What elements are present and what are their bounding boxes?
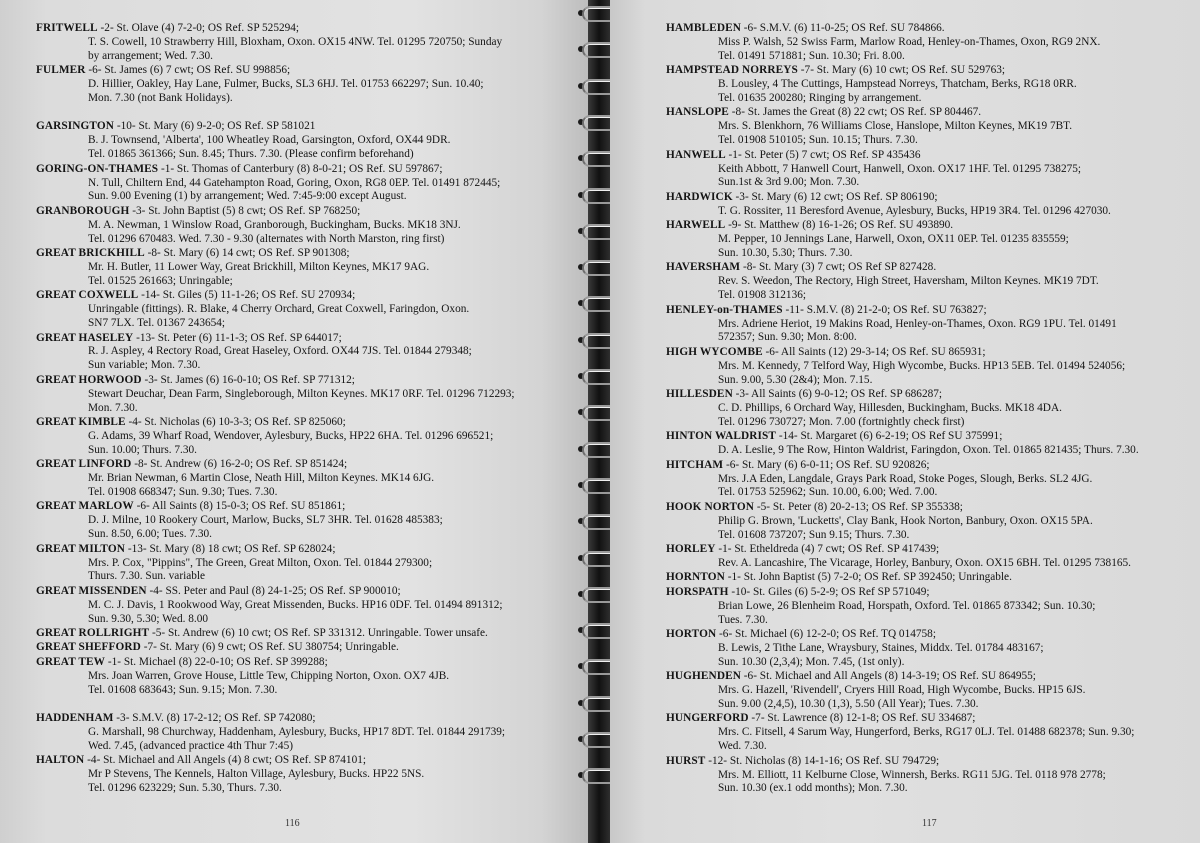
entry-heading-line xyxy=(36,754,584,768)
tower-detail: -3- St. John Baptist (5) 8 cwt; OS Ref. SP 768250; xyxy=(132,204,361,217)
tower-name: GREAT BRICKHILL xyxy=(36,247,145,260)
tower-entry xyxy=(36,120,584,162)
contact-line: Unringable (fittings). R. Blake, 4 Cherry Orchard, Great Coxwell, Faringdon, Oxon. xyxy=(88,303,470,316)
contact-line: R. J. Aspley, 4 Rectory Road, Great Haseley, Oxford. OX44 7JS. Tel. 01844 279348; xyxy=(88,345,472,358)
contact-line: Mrs. M. Kennedy, 7 Telford Way, High Wycombe, Bucks. HP13 5EB. Tel. 01494 524056; xyxy=(718,359,1126,372)
tower-detail: -1- St. Etheldreda (4) 7 cwt; OS Ref. SP 417439; xyxy=(718,543,940,556)
tower-name: HILLESDEN xyxy=(666,388,733,401)
tower-entry xyxy=(666,712,1196,754)
contact-line: Mrs. S. Blenkhorn, 76 Williams Close, Hanslope, Milton Keynes, MK19 7BT. xyxy=(718,120,1073,133)
tower-name: HORLEY xyxy=(666,543,716,556)
contact-line: Sun. 10.30 (2,3,4); Mon. 7.45, (1st only). xyxy=(718,655,905,668)
entry-heading-line xyxy=(666,543,1196,557)
contact-line: C. D. Phillips, 6 Orchard Way, Hillesden, Buckingham, Bucks. MK18 4DA. xyxy=(718,401,1062,414)
tower-name: HANWELL xyxy=(666,148,726,161)
tower-name: HARWELL xyxy=(666,219,726,232)
tower-name: HUNGERFORD xyxy=(666,712,749,725)
tower-detail: -9- St. Matthew (8) 16-1-26; OS Ref. SU 493890. xyxy=(728,219,954,232)
tower-detail: -13- St. Peter (6) 11-1-3; OS Ref. SP 644017; xyxy=(136,331,342,344)
tower-entry xyxy=(36,543,584,585)
contact-line: D. A. Leslie, 9 The Row, Hinton Waldrist, Faringdon, Oxon. Tel. 01865 821435; Thurs. 7.30. xyxy=(718,444,1139,457)
tower-entry xyxy=(666,304,1196,346)
tower-name: HENLEY-on-THAMES xyxy=(666,303,783,316)
contact-line: Mrs. M. Elliott, 11 Kelburne Close, Winnersh, Berks. RG11 5JG. Tel. 0118 978 2778; xyxy=(718,768,1106,781)
tower-name: GREAT SHEFFORD xyxy=(36,641,141,654)
left-page-number: 116 xyxy=(285,818,300,829)
tower-name: GREAT TEW xyxy=(36,655,106,668)
contact-line: Mrs. P. Cox, "Pippins", The Green, Great Milton, Oxon. Tel. 01844 279300; xyxy=(88,556,433,569)
entry-heading-line xyxy=(666,64,1196,78)
tower-name: GREAT LINFORD xyxy=(36,458,132,471)
contact-line: Sun variable; Mon. 7.30. xyxy=(88,359,201,372)
contact-line: Sun. 10.00; Thurs. 7.30. xyxy=(88,443,198,456)
tower-entry xyxy=(36,712,584,754)
tower-name: GREAT MILTON xyxy=(36,542,125,555)
tower-entry xyxy=(36,64,584,106)
contact-line: B. Lousley, 4 The Cuttings, Hampstead Norreys, Thatcham, Berks, RG18 0RR. xyxy=(718,78,1077,91)
tower-detail: -8- St. Mary (3) 7 cwt; OS Ref SP 827428. xyxy=(742,261,937,274)
tower-detail: -6- St. Michael and All Angels (8) 14-3-19; OS Ref. SU 864955; xyxy=(743,670,1036,683)
contact-line: Mrs. C. Fitsell, 4 Sarum Way, Hungerford, Berks, RG17 0LJ. Tel. 01488 682378; Sun. 9.30; xyxy=(718,726,1135,739)
entry-heading-line xyxy=(666,712,1196,726)
tower-name: HALTON xyxy=(36,754,85,767)
entry-heading-line xyxy=(36,247,584,261)
tower-name: GREAT MARLOW xyxy=(36,500,134,513)
tower-name: HORTON xyxy=(666,627,717,640)
tower-detail: -6- All Saints (8) 15-0-3; OS Ref. SU 851861; xyxy=(136,500,346,513)
contact-line: Tues. 7.30. xyxy=(718,613,768,626)
contact-line: Tel. 01525 261663; Unringable; xyxy=(88,274,233,287)
tower-detail: -7- St. Mary (6) 9 cwt; OS Ref. SU 380754; Unringable. xyxy=(143,641,399,654)
tower-detail: -4- St. Michael and All Angels (4) 8 cwt; OS Ref. SP 874101; xyxy=(87,754,367,767)
right-page xyxy=(610,0,1200,843)
entry-heading-line xyxy=(36,585,584,599)
contact-line: Wed. 7.30. xyxy=(718,740,767,753)
tower-name: GREAT HORWOOD xyxy=(36,373,142,386)
entry-heading-line xyxy=(666,149,1196,163)
tower-entry xyxy=(36,641,584,655)
tower-name: GRANBOROUGH xyxy=(36,204,130,217)
tower-name: HADDENHAM xyxy=(36,712,114,725)
contact-line: Tel. 01491 571881; Sun. 10.30; Fri. 8.00. xyxy=(718,49,905,62)
entry-heading-line xyxy=(36,22,584,36)
tower-entry xyxy=(36,627,584,641)
contact-line: N. Tull, Chiltern End, 44 Gatehampton Road, Goring, Oxon, RG8 0EP. Tel. 01491 872445; xyxy=(88,176,501,189)
contact-line: 572357; Sun. 9.30; Mon. 8:00. xyxy=(718,331,857,344)
entry-heading-line xyxy=(666,261,1196,275)
left-page xyxy=(0,0,588,843)
contact-line: Mrs. Joan Warren, Grove House, Little Tew, Chipping Norton, Oxon. OX7 4JB. xyxy=(88,669,450,682)
tower-entry xyxy=(36,458,584,500)
tower-detail: -6- St. Michael (6) 12-2-0; OS Ref. TQ 014758; xyxy=(719,627,936,640)
entry-heading-line xyxy=(666,755,1196,769)
tower-entry xyxy=(666,670,1196,712)
entry-heading-line xyxy=(666,430,1196,444)
contact-line: Tel. 01608 683643; Sun. 9.15; Mon. 7.30. xyxy=(88,683,278,696)
tower-name: HORSPATH xyxy=(666,585,729,598)
tower-entry xyxy=(666,388,1196,430)
tower-name: HINTON WALDRIST xyxy=(666,430,777,443)
entry-heading-line xyxy=(36,543,584,557)
contact-line: Sun. 9.00 Evening (1) by arrangement; Wed. 7:45-9:00 except August. xyxy=(88,190,407,203)
contact-line: Mr P Stevens, The Kennels, Halton Village, Aylesbury, Bucks. HP22 5NS. xyxy=(88,768,425,781)
entry-heading-line xyxy=(36,374,584,388)
tower-entry xyxy=(666,543,1196,571)
tower-entry xyxy=(36,374,584,416)
entry-heading-line xyxy=(36,163,584,177)
entry-heading-line xyxy=(36,458,584,472)
tower-name: HIGH WYCOMBE xyxy=(666,345,763,358)
tower-detail: -3- All Saints (6) 9-0-12; OS Ref. SP 686287; xyxy=(735,388,943,401)
entry-heading-line xyxy=(36,120,584,134)
contact-line: Tel. 01753 525962; Sun. 10.00, 6.00; Wed. 7.00. xyxy=(718,486,938,499)
contact-line: M. A. Newman, 1 Winslow Road, Granborough, Buckingham, Bucks. MK18 3NJ. xyxy=(88,218,461,231)
contact-line: SN7 7LX. Tel. 01367 243654; xyxy=(88,317,226,330)
contact-line: D. Hillier, Oakley, Hay Lane, Fulmer, Bucks, SL3 6HJ. Tel. 01753 662297; Sun. 10.40; xyxy=(88,78,484,91)
contact-line: Tel. 01635 200280; Ringing by arrangement. xyxy=(718,92,922,105)
entry-heading-line xyxy=(666,191,1196,205)
tower-entry xyxy=(36,289,584,331)
entry-heading-line xyxy=(666,219,1196,233)
tower-entry xyxy=(666,191,1196,219)
tower-entry xyxy=(36,500,584,542)
contact-line: Sun. 9.30, 5.30; Wed. 8.00 xyxy=(88,612,209,625)
contact-line: Tel. 01908 510105; Sun. 10.15; Thurs. 7.30. xyxy=(718,134,918,147)
contact-line: Tel. 01608 737207; Sun 9.15; Thurs. 7.30. xyxy=(718,528,910,541)
tower-entry xyxy=(36,163,584,205)
contact-line: Sun. 9.00 (2,4,5), 10.30 (1,3), 5.50 (All Year); Tues. 7.30. xyxy=(718,698,979,710)
tower-name: GREAT HASELEY xyxy=(36,331,134,344)
contact-line: Keith Abbott, 7 Hanwell Court, Hanwell, Oxon. OX17 1HF. Tel. 01295 738275; xyxy=(718,162,1082,175)
tower-detail: -1- St. Michael (8) 22-0-10; OS Ref. SP 399288; xyxy=(107,655,328,668)
tower-detail: -6- All Saints (12) 29-3-14; OS Ref. SU 865931; xyxy=(765,345,986,358)
entry-heading-line xyxy=(666,304,1196,318)
tower-detail: -4- SS. Peter and Paul (8) 24-1-25; OS Ref. SP 900010; xyxy=(149,584,401,597)
tower-entry xyxy=(36,332,584,374)
tower-name: HOOK NORTON xyxy=(666,500,755,513)
entry-heading-line xyxy=(36,64,584,78)
contact-line: Sun. 10.30 (ex.1 odd months); Mon. 7.30. xyxy=(718,782,908,795)
tower-entry xyxy=(666,628,1196,670)
contact-line: Miss P. Walsh, 52 Swiss Farm, Marlow Road, Henley-on-Thames, Oxon, RG9 2NX. xyxy=(718,35,1101,48)
contact-line: Mr. H. Butler, 11 Lower Way, Great Brickhill, Milton Keynes, MK17 9AG. xyxy=(88,261,430,273)
tower-entry xyxy=(666,459,1196,501)
tower-name: GORING-ON-THAMES xyxy=(36,162,159,175)
tower-entry xyxy=(36,754,584,796)
entry-heading-line xyxy=(36,641,584,655)
tower-name: GREAT KIMBLE xyxy=(36,415,126,428)
entry-heading-line xyxy=(36,712,584,726)
entry-heading-line xyxy=(666,628,1196,642)
contact-line: Mrs. G. Hazell, 'Rivendell', Cryers Hill Road, High Wycombe, Bucks. HP15 6JS. xyxy=(718,684,1086,697)
tower-entry xyxy=(36,22,584,64)
entry-heading-line xyxy=(36,332,584,346)
contact-line: Mr. Brian Newman, 6 Martin Close, Neath Hill, Milton Keynes. MK14 6JG. xyxy=(88,472,435,485)
tower-entry xyxy=(666,586,1196,628)
contact-line: M. C. J. Davis, 1 Rookwood Way, Great Missenden, Bucks. HP16 0DF. Tel. 01494 891312; xyxy=(88,598,503,611)
contact-line: B. Lewis, 2 Tithe Lane, Wraysbury, Staines, Middx. Tel. 01784 483167; xyxy=(718,641,1044,654)
contact-line: Brian Lowe, 26 Blenheim Road, Horspath, Oxford. Tel. 01865 873342; Sun. 10.30; xyxy=(718,599,1096,612)
entry-heading-line xyxy=(666,106,1196,120)
contact-line: G. Adams, 39 Wharf Road, Wendover, Aylesbury, Bucks, HP22 6HA. Tel. 01296 696521; xyxy=(88,429,494,442)
tower-detail: -5- St. Andrew (6) 10 cwt; OS Ref. SP 331312. Unringable. Tower unsafe. xyxy=(151,627,488,640)
contact-line: Tel. 01908 312136; xyxy=(718,289,807,302)
contact-line: T. G. Rossiter, 11 Beresford Avenue, Aylesbury, Bucks, HP19 3R4. Tel. 01296 427030. xyxy=(718,204,1111,217)
tower-entry xyxy=(666,22,1196,64)
contact-line: Mon. 7.30 (not Bank Holidays). xyxy=(88,92,233,105)
tower-detail: -8- St. Mary (6) 14 cwt; OS Ref. SP 901308; xyxy=(147,247,350,260)
entry-heading-line xyxy=(36,627,584,641)
tower-detail: -8- St. James the Great (8) 22 cwt; OS Ref. SP 804467. xyxy=(731,106,982,119)
tower-detail: -14- St. Margaret (6) 6-2-19; OS Ref SU 375991; xyxy=(778,430,1003,443)
tower-detail: -8- St. Andrew (6) 16-2-0; OS Ref. SP 851424; xyxy=(134,458,348,471)
tower-detail: -7- St. Mary (6) 10 cwt; OS Ref. SU 529763; xyxy=(800,64,1006,77)
tower-detail: -2- St. Olave (4) 7-2-0; OS Ref. SP 525294; xyxy=(100,22,300,34)
contact-line: Sun. 10.30, 5.30; Thurs. 7.30. xyxy=(718,247,853,259)
tower-entry xyxy=(666,430,1196,458)
tower-entry xyxy=(36,585,584,627)
entry-heading-line xyxy=(666,670,1196,684)
tower-entry xyxy=(36,205,584,247)
tower-name: HAVERSHAM xyxy=(666,261,741,274)
tower-name: HUGHENDEN xyxy=(666,670,741,683)
tower-detail: -11- S.M.V. (8) 21-2-0; OS Ref. SU 763827; xyxy=(785,303,987,316)
tower-entry xyxy=(36,247,584,289)
tower-detail: -3- St. Mary (6) 12 cwt; OS Ref. SP 806190; xyxy=(735,190,938,203)
tower-detail: -3- St. James (6) 16-0-10; OS Ref. SP 771312; xyxy=(144,373,355,386)
tower-detail: -1- St. Thomas of Canterbury (8) 8-0-21; OS Ref. SU 597867; xyxy=(160,162,443,175)
tower-detail: -10- St. Mary (6) 9-2-0; OS Ref. SP 581021 xyxy=(116,120,316,133)
contact-line: by arrangement; Wed. 7.30. xyxy=(88,49,213,62)
tower-detail: -12- St. Nicholas (8) 14-1-16; OS Ref. SU 794729; xyxy=(708,754,940,767)
entry-heading-line xyxy=(666,501,1196,515)
contact-line: Mrs. Adriene Heriot, 19 Makins Road, Henley-on-Thames, Oxon. RG9 1PU. Tel. 01491 xyxy=(718,317,1117,330)
contact-line: Mrs. J.A Eden, Langdale, Grays Park Road, Stoke Poges, Slough, Berks. SL2 4JG. xyxy=(718,472,1093,485)
tower-detail: -6- St. Mary (6) 6-0-11; OS Ref. SU 920826; xyxy=(726,458,930,471)
tower-name: HARDWICK xyxy=(666,190,733,203)
contact-line: Thurs. 7.30. Sun. variable xyxy=(88,570,206,583)
tower-detail: -1- St. Peter (5) 7 cwt; OS Ref. SP 435436 xyxy=(728,148,921,161)
entry-heading-line xyxy=(666,459,1196,473)
tower-detail: -4- St. Nicholas (6) 10-3-3; OS Ref. SP 825060; xyxy=(128,415,346,428)
tower-name: HANSLOPE xyxy=(666,106,729,119)
contact-line: Mon. 7.30. xyxy=(88,401,138,414)
entry-heading-line xyxy=(36,500,584,514)
right-entries-list xyxy=(666,22,1196,797)
contact-line: Sun. 9.00, 5.30 (2&4); Mon. 7.15. xyxy=(718,373,873,386)
contact-line: D. J. Milne, 10 Rookery Court, Marlow, Bucks, SL7 3HR. Tel. 01628 485383; xyxy=(88,514,443,527)
right-page-number: 117 xyxy=(922,818,937,829)
tower-detail: -14- St. Giles (5) 11-1-26; OS Ref. SU 270934; xyxy=(141,289,356,302)
tower-entry xyxy=(666,346,1196,388)
tower-name: FULMER xyxy=(36,64,86,77)
contact-line: Rev. A. Lancashire, The Vicarage, Horley, Banbury, Oxon. OX15 6BH. Tel. 01295 738165. xyxy=(718,556,1131,569)
tower-detail: -6- St. James (6) 7 cwt; OS Ref. SU 998856; xyxy=(88,64,291,77)
tower-name: HORNTON xyxy=(666,571,725,584)
contact-line: B. J. Townsend, 'Alberta', 100 Wheatley Road, Garsington, Oxford, OX44 9DR. xyxy=(88,134,451,147)
entry-heading-line xyxy=(666,571,1196,585)
entry-heading-line xyxy=(36,656,584,670)
tower-entry xyxy=(666,64,1196,106)
contact-line: Rev. S. Weedon, The Rectory, High Street, Haversham, Milton Keynes. MK19 7DT. xyxy=(718,275,1099,288)
contact-line: Tel. 01296 623229; Sun. 5.30, Thurs. 7.30. xyxy=(88,782,282,795)
left-entries-list xyxy=(36,22,584,797)
tower-name: HURST xyxy=(666,754,706,767)
contact-line: M. Pepper, 10 Jennings Lane, Harwell, Oxon, OX11 0EP. Tel. 01235 835559; xyxy=(718,233,1069,246)
tower-name: HITCHAM xyxy=(666,458,724,471)
tower-detail: -10- St. Giles (6) 5-2-9; OS Ref SP 571049; xyxy=(731,585,930,598)
entry-heading-line xyxy=(36,416,584,430)
contact-line: Tel. 01296 730727; Mon. 7.00 (fortnightly check first) xyxy=(718,415,965,428)
entry-heading-line xyxy=(666,346,1196,360)
tower-entry xyxy=(666,261,1196,303)
tower-name: GREAT ROLLRIGHT xyxy=(36,627,150,640)
contact-line: Philip G. Brown, 'Lucketts', Clay Bank, Hook Norton, Banbury, Oxon. OX15 5PA. xyxy=(718,514,1093,527)
tower-detail: -3- S.M.V. (8) 17-2-12; OS Ref. SP 742080; xyxy=(116,712,316,725)
section-gap xyxy=(36,106,584,120)
entry-heading-line xyxy=(36,205,584,219)
tower-entry xyxy=(666,571,1196,585)
tower-name: FRITWELL xyxy=(36,22,98,34)
tower-detail: -5- St. Peter (8) 20-2-13; OS Ref. SP 355338; xyxy=(756,500,963,513)
tower-name: GREAT COXWELL xyxy=(36,289,139,302)
tower-name: HAMPSTEAD NORREYS xyxy=(666,64,798,77)
tower-detail: -7- St. Lawrence (8) 12-1-8; OS Ref. SU 334687; xyxy=(751,712,976,725)
tower-detail: -6- S.M.V. (6) 11-0-25; OS Ref. SU 784866. xyxy=(743,22,945,34)
tower-entry xyxy=(666,149,1196,191)
tower-detail: -13- St. Mary (8) 18 cwt; OS Ref. SP 628024; xyxy=(127,542,336,555)
entry-heading-line xyxy=(666,22,1196,36)
tower-name: GARSINGTON xyxy=(36,120,115,133)
tower-entry xyxy=(666,755,1196,797)
contact-line: Sun.1st & 3rd 9.00; Mon. 7.30. xyxy=(718,176,860,189)
contact-line: Stewart Deuchar, Dean Farm, Singleborough, Milton Keynes. MK17 0RF. Tel. 01296 712293; xyxy=(88,387,515,400)
section-gap xyxy=(36,698,584,712)
contact-line: Sun. 8.50, 6.00; Tues. 7.30. xyxy=(88,528,212,541)
tower-entry xyxy=(36,416,584,458)
entry-heading-line xyxy=(36,289,584,303)
tower-name: GREAT MISSENDEN xyxy=(36,584,147,597)
contact-line: Tel. 01296 670483. Wed. 7.30 - 9.30 (alternates with North Marston, ring first) xyxy=(88,232,445,245)
entry-heading-line xyxy=(666,388,1196,402)
tower-detail: -1- St. John Baptist (5) 7-2-0; OS Ref. SP 392450; Unringable. xyxy=(727,571,1012,584)
contact-line: G. Marshall, 98 Churchway, Haddenham, Aylesbury, Bucks, HP17 8DT. Tel. 01844 291739; xyxy=(88,726,506,738)
tower-entry xyxy=(666,106,1196,148)
tower-entry xyxy=(666,501,1196,543)
tower-entry xyxy=(36,656,584,698)
contact-line: Tel. 01908 668347; Sun. 9.30; Tues. 7.30. xyxy=(88,486,278,498)
contact-line: T. S. Cowell, 10 Strawberry Hill, Bloxham, Oxon. OX15 4NW. Tel. 01295 720750; Sunday xyxy=(88,35,503,48)
entry-heading-line xyxy=(666,586,1196,600)
contact-line: Wed. 7.45, (advanced practice 4th Thur 7:45) xyxy=(88,739,293,752)
contact-line: Tel. 01865 361366; Sun. 8.45; Thurs. 7.30. (Please confirm beforehand) xyxy=(88,148,414,161)
tower-name: HAMBLEDEN xyxy=(666,22,741,34)
tower-entry xyxy=(666,219,1196,261)
